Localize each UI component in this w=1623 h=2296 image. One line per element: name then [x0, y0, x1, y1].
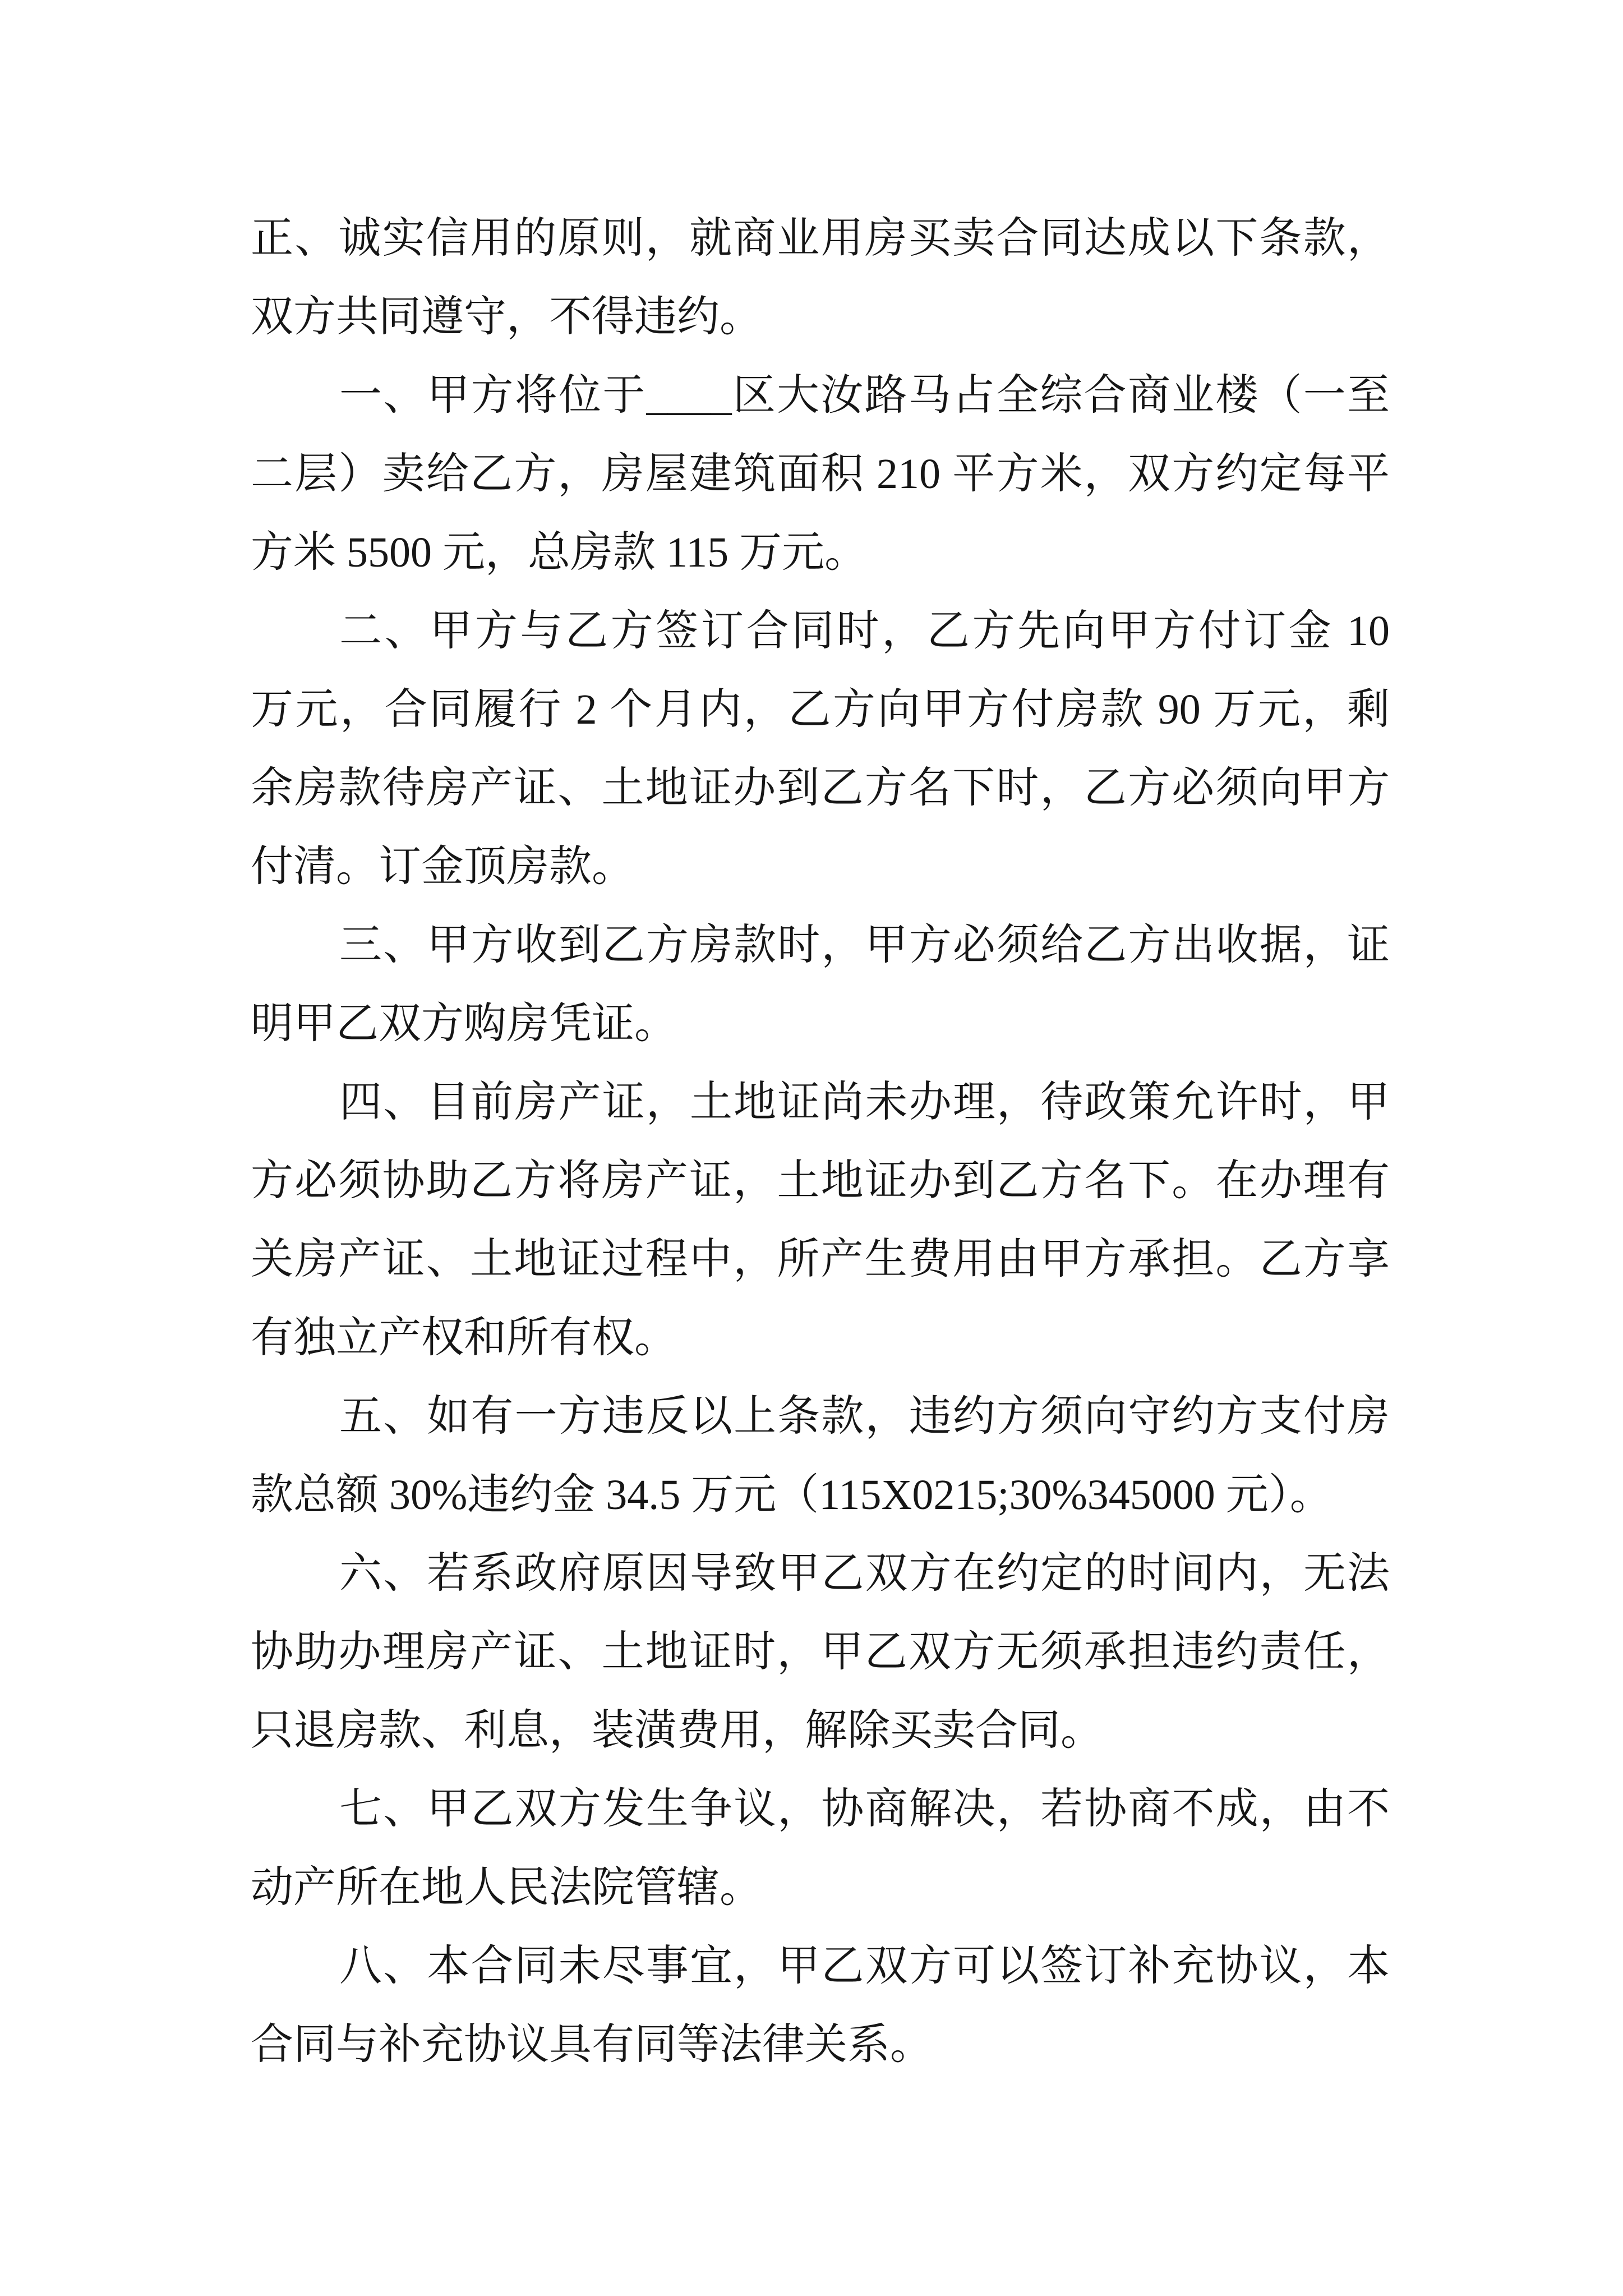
text-line: 七、甲乙双方发生争议，协商解决，若协商不成，由不: [339, 1786, 1390, 1833]
text-line: 明甲乙双方购房凭证。: [251, 1000, 677, 1047]
text-line: 一、甲方将位于____区大汝路马占全综合商业楼（一至: [339, 372, 1390, 419]
text-line: 付清。订金顶房款。: [251, 843, 634, 890]
text-line: 只退房款、利息，装潢费用，解除买卖合同。: [251, 1707, 1103, 1754]
clause-2: [251, 592, 1390, 906]
contract-body: [251, 199, 1390, 2084]
text-line: 动产所在地人民法院管辖。: [251, 1864, 762, 1911]
text-line: 方必须协助乙方将房产证，土地证办到乙方名下。在办理有: [251, 1157, 1390, 1204]
text-line: 六、若系政府原因导致甲乙双方在约定的时间内，无法: [339, 1550, 1390, 1597]
text-line: 有独立产权和所有权。: [251, 1314, 677, 1361]
text-line: 款总额 30%违约金 34.5 万元（115X0215;30%345000 元）。: [251, 1471, 1332, 1519]
clause-7: [251, 1770, 1390, 1927]
text-line: 合同与补充协议具有同等法律关系。: [251, 2021, 933, 2068]
text-line: 协助办理房产证、土地证时，甲乙双方无须承担违约责任，: [251, 1628, 1390, 1676]
text-line: 方米 5500 元，总房款 115 万元。: [251, 529, 868, 576]
text-line: 关房产证、土地证过程中，所产生费用由甲方承担。乙方享: [251, 1236, 1390, 1283]
text-line: 万元，合同履行 2 个月内，乙方向甲方付房款 90 万元，剩: [251, 686, 1390, 733]
text-line: 余房款待房产证、土地证办到乙方名下时，乙方必须向甲方: [251, 765, 1390, 812]
text-line: 四、目前房产证，土地证尚未办理，待政策允许时，甲: [339, 1079, 1390, 1126]
text-line: 双方共同遵守，不得违约。: [251, 293, 762, 341]
clause-5: [251, 1377, 1390, 1534]
text-line: 二层）卖给乙方，房屋建筑面积 210 平方米，双方约定每平: [251, 450, 1390, 498]
clause-4: [251, 1063, 1390, 1377]
clause-8: [251, 1927, 1390, 2084]
text-line: 正、诚实信用的原则，就商业用房买卖合同达成以下条款，: [251, 215, 1390, 262]
text-line: 三、甲方收到乙方房款时，甲方必须给乙方出收据，证: [339, 922, 1390, 969]
text-line: 五、如有一方违反以上条款，违约方须向守约方支付房: [339, 1393, 1390, 1440]
clause-6: [251, 1534, 1390, 1770]
text-line: 八、本合同未尽事宜，甲乙双方可以签订补充协议，本: [339, 1943, 1390, 1990]
text-line: 二、甲方与乙方签订合同时，乙方先向甲方付订金 10: [339, 608, 1390, 655]
contract-paragraph-continuation: [251, 199, 1390, 356]
clause-3: [251, 906, 1390, 1063]
clause-1: [251, 356, 1390, 592]
